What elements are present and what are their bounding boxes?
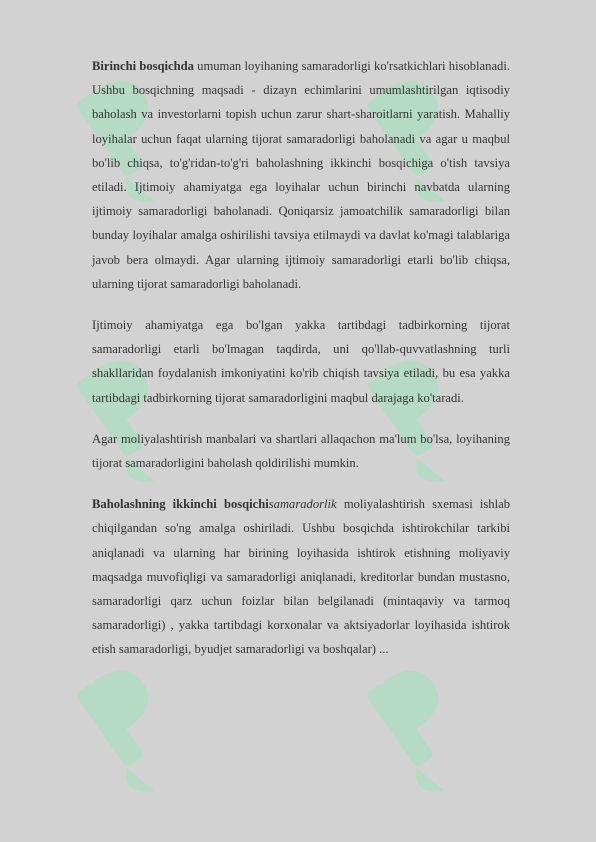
paragraph-text: moliyalashtirish sxemasi ishlab chiqilgandan so'ng amalga oshiriladi. Ushbu bosqichda ishtirokchilar tarkibi aniqlanadi va ularning har birining loyihasida ishtirok etishning moliyaviy maqsadga muvofiqligi va samaradorligi aniqlanadi, kreditorlar bundan mustasno, samaradorligi qarz uchun foizlar bilan belgilanadi (mintaqaviy va tarmoq samaradorligi) , yakka tartibdagi korxonalar va aktsiyadorlar loyihasida ishtirok etish samaradorligi, byudjet samaradorligi va boshqalar) ...	[92, 497, 510, 657]
paragraph	[92, 492, 510, 661]
paragraph	[92, 427, 510, 475]
paragraph	[92, 313, 510, 410]
italic-term: samaradorlik	[268, 497, 337, 512]
paragraph-text: Ijtimoiy ahamiyatga ega bo'lgan yakka tartibdagi tadbirkorning tijorat samaradorligi etarli bo'lmagan taqdirda, uni qo'llab-quvvatlashning turli shakllaridan foydalanish imkoniyatini ko'rib chiqish tavsiya etiladi, bu esa yakka tartibdagi tadbirkorning tijorat samaradorligini maqbul darajaga ko'taradi.	[92, 318, 510, 405]
bold-lead: Baholashning ikkinchi bosqichi	[92, 497, 269, 512]
paragraph-text: Agar moliyalashtirish manbalari va shartlari allaqachon ma'lum bo'lsa, loyihaning tijorat samaradorligini baholash qoldirilishi mumkin.	[92, 431, 510, 471]
bold-lead: Birinchi bosqichda	[92, 59, 194, 73]
paragraph-text: umuman loyihaning samaradorligi ko'rsatkichlari hisoblanadi. Ushbu bosqichning maqsadi - dizayn echimlarini umumlashtirilgan iqtisodiy baholash va investorlarni topish uchun zarur shart-sharoitlarni yaratish. Mahalliy loyihalar uchun faqat ularning tijorat samaradorligi baholanadi va agar u maqbul bo'lib chiqsa, to'g'ridan-to'g'ri baholashning ikkinchi bosqichiga o'tish tavsiya etiladi. Ijtimoiy ahamiyatga ega loyihalar uchun birinchi navbatda ularning ijtimoiy samaradorligi baholanadi. Qoniqarsiz jamoatchilik samaradorligi bilan bunday loyihalar amalga oshirilishi tavsiya etilmaydi va davlat ko'magi talablariga javob bera olmaydi. Agar ularning ijtimoiy samaradorligi etarli bo'lib chiqsa, ularning tijorat samaradorligi baholanadi.	[92, 59, 510, 291]
paragraph	[92, 54, 510, 296]
document-body	[92, 54, 510, 679]
